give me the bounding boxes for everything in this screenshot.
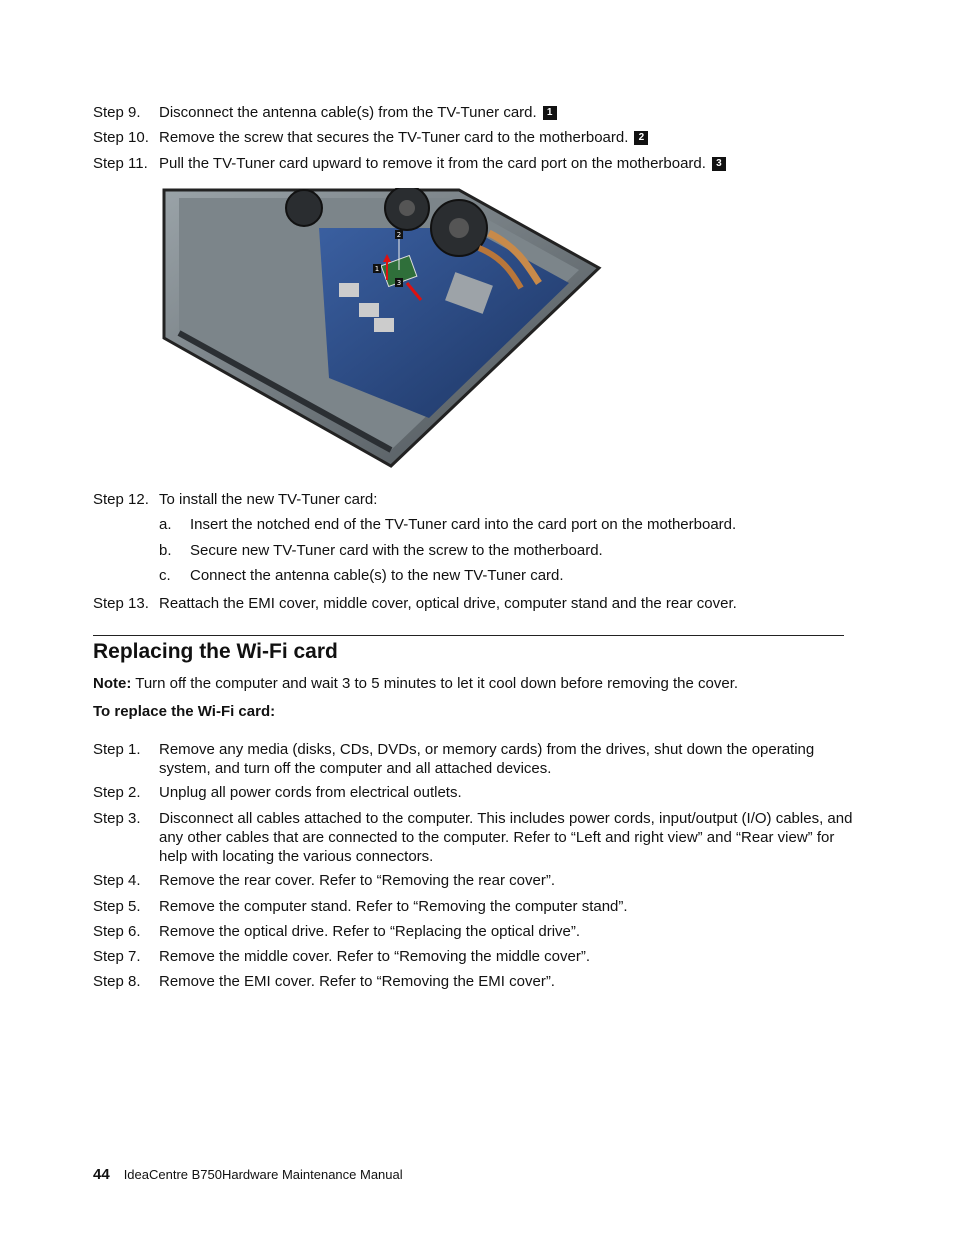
page-footer: [93, 1166, 403, 1184]
callout-label-1: 1: [374, 265, 380, 273]
step-9: [93, 103, 853, 122]
step-12: [93, 490, 853, 509]
step-number: Step 6.: [93, 923, 141, 940]
page-number: 44: [93, 1166, 110, 1183]
substep-text: Insert the notched end of the TV-Tuner card into the card port on the motherboard.: [190, 516, 737, 533]
fan-2-hub: [449, 218, 469, 238]
step-text: To install the new TV-Tuner card:: [159, 491, 378, 508]
step-13: [93, 594, 853, 613]
callout-badge: 1: [543, 106, 557, 120]
substep-letter: c.: [159, 567, 171, 584]
step-number: Step 3.: [93, 810, 141, 827]
wifi-step-6: [93, 922, 853, 941]
callout-badge: 3: [712, 157, 726, 171]
callout-label-2: 2: [396, 231, 402, 239]
step-11: [93, 154, 853, 173]
step-text: Remove the optical drive. Refer to “Replacing the optical drive”.: [159, 923, 581, 940]
note-text: Turn off the computer and wait 3 to 5 minutes to let it cool down before removing the cover.: [131, 675, 739, 692]
wifi-step-5: [93, 897, 853, 916]
section-divider: [93, 635, 844, 636]
motherboard-illustration: [159, 188, 629, 478]
port-block-3: [374, 318, 394, 332]
step-number: Step 2.: [93, 784, 141, 801]
substep-b: [159, 541, 859, 560]
step-text: Pull the TV-Tuner card upward to remove it from the card port on the motherboard.: [159, 155, 706, 172]
wifi-step-4: [93, 871, 853, 890]
substep-letter: b.: [159, 542, 172, 559]
step-number: Step 5.: [93, 898, 141, 915]
port-block-2: [359, 303, 379, 317]
wifi-step-7: [93, 947, 853, 966]
step-text: Remove the middle cover. Refer to “Removing the middle cover”.: [159, 948, 591, 965]
wifi-step-3: [93, 809, 853, 866]
port-block-1: [339, 283, 359, 297]
substep-letter: a.: [159, 516, 172, 533]
step-number: Step 7.: [93, 948, 141, 965]
wifi-step-2: [93, 783, 853, 802]
step-text: Remove the rear cover. Refer to “Removing the rear cover”.: [159, 872, 555, 889]
callout-label-3: 3: [396, 279, 402, 287]
step-text: Unplug all power cords from electrical outlets.: [159, 784, 462, 801]
step-text: Disconnect all cables attached to the computer. This includes power cords, input/output (I/O) cables, and any other cables that are connected to the computer. Refer to “Left and right view” and “Rear view” for help with locating the various connectors.: [159, 810, 853, 865]
fan-1-hub: [399, 200, 415, 216]
step-number: Step 13.: [93, 595, 149, 612]
procedure-lead: To replace the Wi-Fi card:: [93, 703, 276, 720]
callout-badge: 2: [634, 131, 648, 145]
step-text: Remove the EMI cover. Refer to “Removing the EMI cover”.: [159, 973, 555, 990]
wifi-step-8: [93, 972, 853, 991]
substep-a: [159, 515, 859, 534]
fan-3: [286, 190, 322, 226]
note-label: Note:: [93, 675, 132, 692]
step-number: Step 9.: [93, 104, 141, 121]
step-number: Step 4.: [93, 872, 141, 889]
step-text: Remove any media (disks, CDs, DVDs, or memory cards) from the drives, shut down the operating system, and turn off the computer and all attached devices.: [159, 741, 815, 777]
step-number: Step 8.: [93, 973, 141, 990]
step-number: Step 11.: [93, 155, 148, 172]
section-heading: Replacing the Wi-Fi card: [93, 640, 338, 663]
step-text: Reattach the EMI cover, middle cover, optical drive, computer stand and the rear cover.: [159, 595, 737, 612]
step-number: Step 12.: [93, 491, 149, 508]
manual-title: IdeaCentre B750Hardware Maintenance Manual: [123, 1167, 403, 1182]
wifi-step-1: [93, 740, 853, 778]
substep-c: [159, 566, 859, 585]
substep-text: Connect the antenna cable(s) to the new TV-Tuner card.: [190, 567, 564, 584]
note: [93, 674, 853, 693]
substep-text: Secure new TV-Tuner card with the screw to the motherboard.: [190, 542, 603, 559]
step-text: Disconnect the antenna cable(s) from the TV-Tuner card.: [159, 104, 537, 121]
motherboard-photo: [159, 188, 629, 478]
step-10: [93, 128, 853, 147]
step-text: Remove the computer stand. Refer to “Removing the computer stand”.: [159, 898, 628, 915]
step-number: Step 10.: [93, 129, 149, 146]
step-number: Step 1.: [93, 741, 141, 758]
step-text: Remove the screw that secures the TV-Tuner card to the motherboard.: [159, 129, 629, 146]
